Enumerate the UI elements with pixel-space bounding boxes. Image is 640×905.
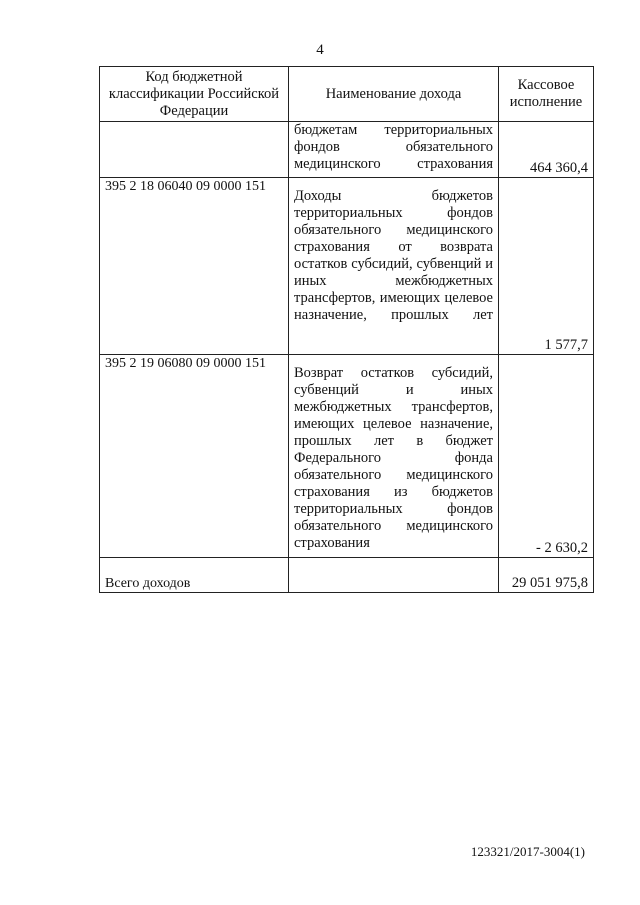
total-label: Всего доходов bbox=[100, 558, 289, 593]
total-row bbox=[100, 558, 594, 593]
budget-revenue-table bbox=[99, 66, 594, 593]
page-number: 4 bbox=[316, 42, 324, 58]
row-amount: - 2 630,2 bbox=[499, 355, 594, 558]
document-id: 123321/2017-3004(1) bbox=[470, 844, 585, 859]
table-row bbox=[100, 355, 594, 558]
total-name bbox=[289, 558, 499, 593]
table-row bbox=[100, 122, 594, 178]
row-name: бюджетам территориальных фондов обязательного медицинского страхования bbox=[289, 122, 499, 178]
row-name: Возврат остатков субсидий, субвенций и иных межбюджетных трансфертов, имеющих целевое назначение, прошлых лет в бюджет Федерального фонда обязательного медицинского страхования из бюджетов территориальных фондов обязательного медицинского страхования bbox=[289, 355, 499, 558]
row-code bbox=[100, 122, 289, 178]
row-code: 395 2 18 06040 09 0000 151 bbox=[100, 178, 289, 355]
row-code: 395 2 19 06080 09 0000 151 bbox=[100, 355, 289, 558]
row-amount: 464 360,4 bbox=[499, 122, 594, 178]
table-header-row bbox=[100, 67, 594, 122]
table-row bbox=[100, 178, 594, 355]
header-code: Код бюджетной классификации Российской Федерации bbox=[100, 67, 289, 122]
total-amount: 29 051 975,8 bbox=[499, 558, 594, 593]
row-amount: 1 577,7 bbox=[499, 178, 594, 355]
header-name: Наименование дохода bbox=[289, 67, 499, 122]
row-name: Доходы бюджетов территориальных фондов обязательного медицинского страхования от возврата остатков субсидий, субвенций и иных межбюджетных трансфертов, имеющих целевое назначение, прошлых лет bbox=[289, 178, 499, 355]
header-amount: Кассовое исполнение bbox=[499, 67, 594, 122]
